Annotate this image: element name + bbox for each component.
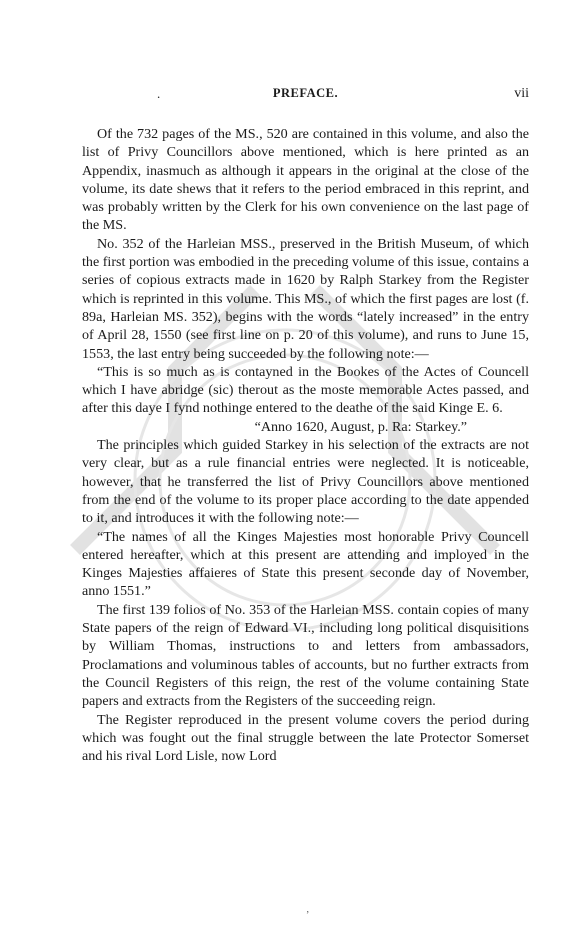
quote-signoff: “Anno 1620, August, p. Ra: Starkey.” [254,418,467,435]
paragraph-register: The Register reproduced in the present volume covers the period during which was fought out the final struggle between the late Protector Somerset and his rival Lord Lisle, now Lord [82,711,529,765]
quote-privy-council: “The names of all the Kinges Majesties most honorable Privy Councell entered hereafter, which at this present are attending and imployed in the Kinges Majesties affaieres of State this present seconde day of November, anno 1551.” [82,528,529,600]
paragraph-harleian-352: No. 352 of the Harleian MSS., preserved in the British Museum, of which the first portion was embodied in the preceding volume of this issue, contains a series of copious extracts made in 1620 by Ralph Starkey from the Register which is reprinted in this volume. This MS., of which the first pages are lost (f. 89a, Harleian MS. 352), begins with the words “lately increased” in the entry of April 28, 1550 (see first line on p. 20 of this volume), and runs to June 15, 1553, the last entry being succeeded by the following note:— [82,235,529,362]
paragraph-harleian-353: The first 139 folios of No. 353 of the Harleian MSS. contain copies of many State papers of the reign of Edward VI., including long political disquisitions by William Thomas, instructions to and letters from ambassadors, Proclamations and voluminous tables of accounts, but no further extracts from the Council Registers of this reign, the rest of the volume containing State papers and extracts from the Registers of the succeeding reign. [82,601,529,710]
header-dot: . [157,86,161,101]
paragraph-principles: The principles which guided Starkey in his selection of the extracts are not very clear, but as a rule financial entries were neglected. It is noticeable, however, that he transferred the list of Privy Councillors above mentioned from the end of the volume to its proper place according to the date appended to it, and introduces it with the following note:— [82,437,529,527]
page-number: vii [514,86,529,101]
quote-starkey-note: “This is so much as is contayned in the Bookes of the Actes of Councell which I have abridge (sic) therout as the moste memorable Actes passed, and after this daye I fynd nothinge entered to the deathe of the said Kinge E. 6. [82,363,529,417]
footer-mark: ’ [306,910,310,921]
running-header [82,86,529,106]
body-text [82,125,529,765]
paragraph-ms-pages: Of the 732 pages of the MS., 520 are contained in this volume, and also the list of Privy Councillors above mentioned, which is here printed as an Appendix, inasmuch as although it appears in the original at the close of the volume, its date shews that it refers to the period embraced in this reprint, and was probably written by the Clerk for his own convenience on the last page of the MS. [82,126,529,234]
running-title: PREFACE. [272,86,339,100]
